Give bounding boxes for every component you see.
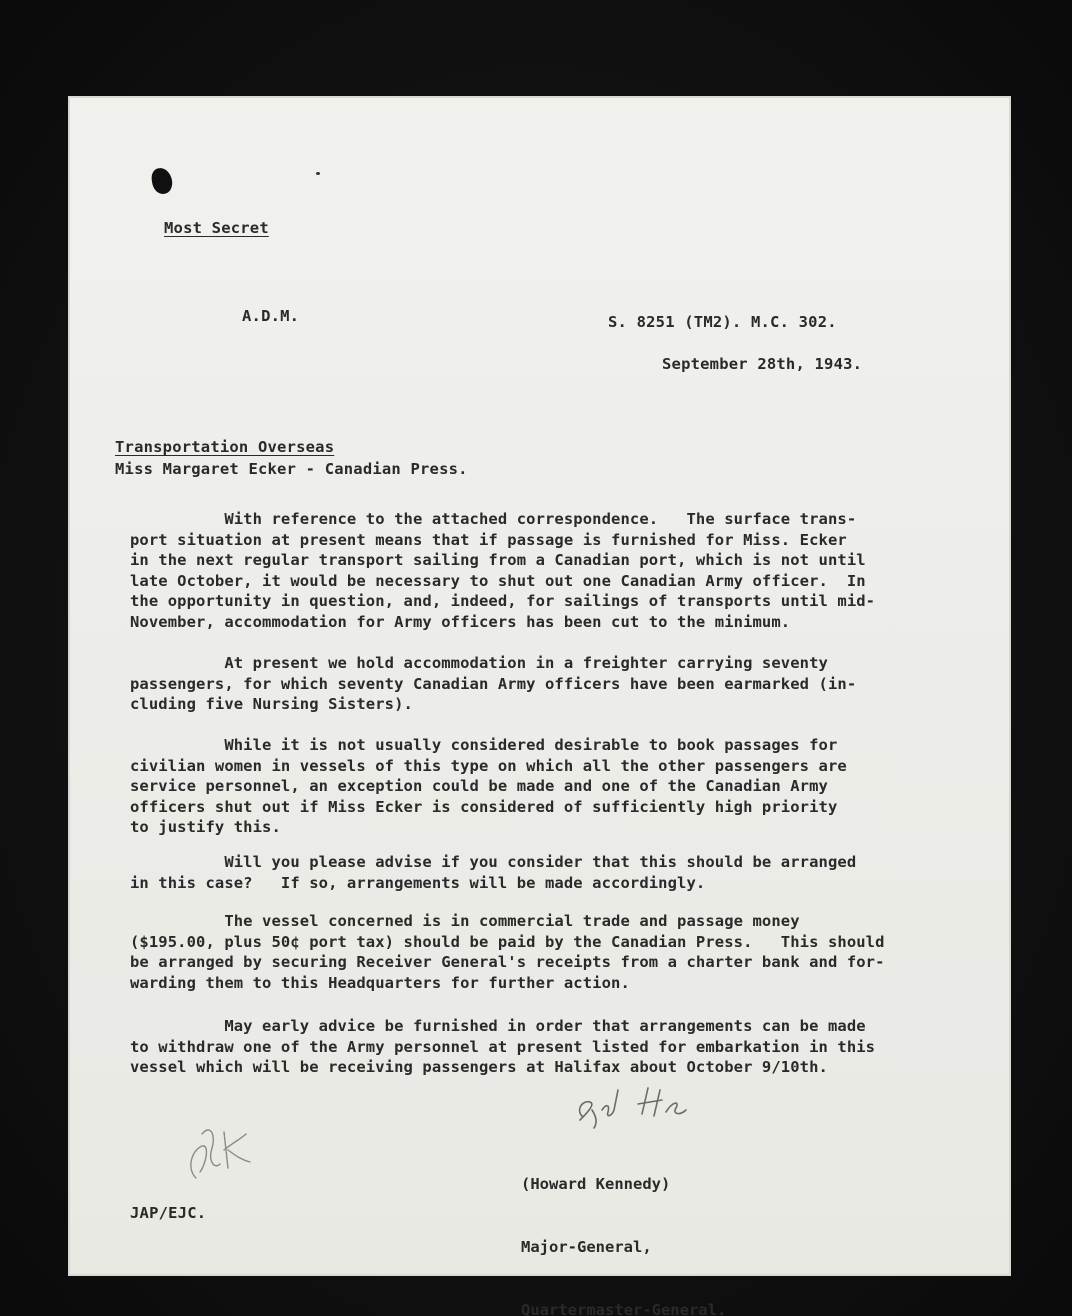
classification-label: Most Secret bbox=[164, 219, 269, 237]
signatory-rank: Major-General, bbox=[521, 1238, 652, 1256]
signature-block bbox=[521, 1132, 726, 1316]
subject-person: Miss Margaret Ecker - Canadian Press. bbox=[115, 460, 468, 478]
signatory-title: Quartermaster-General. bbox=[521, 1301, 727, 1316]
subject-line: Transportation Overseas bbox=[115, 438, 335, 456]
ink-blot-mark bbox=[150, 167, 173, 196]
body-paragraph-2: At present we hold accommodation in a freighter carrying seventy passengers, for which seventy Canadian Army officers have been earmarked (in- cluding five Nursing Sisters). bbox=[130, 654, 857, 713]
handwritten-signature bbox=[568, 1082, 708, 1132]
handwritten-initials bbox=[176, 1120, 266, 1186]
signatory-name: (Howard Kennedy) bbox=[521, 1175, 671, 1193]
ink-speck bbox=[316, 172, 320, 175]
body-paragraph-6: May early advice be furnished in order that arrangements can be made to withdraw one of the Army personnel at present listed for embarkation in this vessel which will be receiving passengers at Halifax about October 9/10th. bbox=[130, 1017, 876, 1076]
letter-page bbox=[68, 96, 1011, 1316]
file-reference: S. 8251 (TM2). M.C. 302. bbox=[608, 313, 837, 331]
reference-initials: JAP/EJC. bbox=[130, 1204, 207, 1222]
letter-date: September 28th, 1943. bbox=[662, 355, 863, 373]
body-paragraph-4: Will you please advise if you consider that this should be arranged in this case? If so, arrangements will be made accordingly. bbox=[130, 853, 857, 892]
addressee: A.D.M. bbox=[242, 307, 300, 325]
body-paragraph-3: While it is not usually considered desirable to book passages for civilian women in vessels of this type on which all the other passengers are service personnel, an exception could be made and one of the Canadian Army officers shut out if Miss Ecker is considered of sufficiently high priority to justify this. bbox=[130, 736, 847, 836]
body-paragraph-5: The vessel concerned is in commercial trade and passage money ($195.00, plus 50¢ port tax) should be paid by the Canadian Press. This should be arranged by securing Receiver General's receipts from a charter bank and for- warding them to this Headquarters for further action. bbox=[130, 912, 885, 992]
body-paragraph-1: With reference to the attached correspondence. The surface trans- port situation at present means that if passage is furnished for Miss. Ecker in the next regular transport sailing from a Canadian port, which is not until late October, it would be necessary to shut out one Canadian Army officer. In the opportunity in question, and, indeed, for sailings of transports until mid- November, accommodation for Army officers has been cut to the minimum. bbox=[130, 510, 876, 631]
